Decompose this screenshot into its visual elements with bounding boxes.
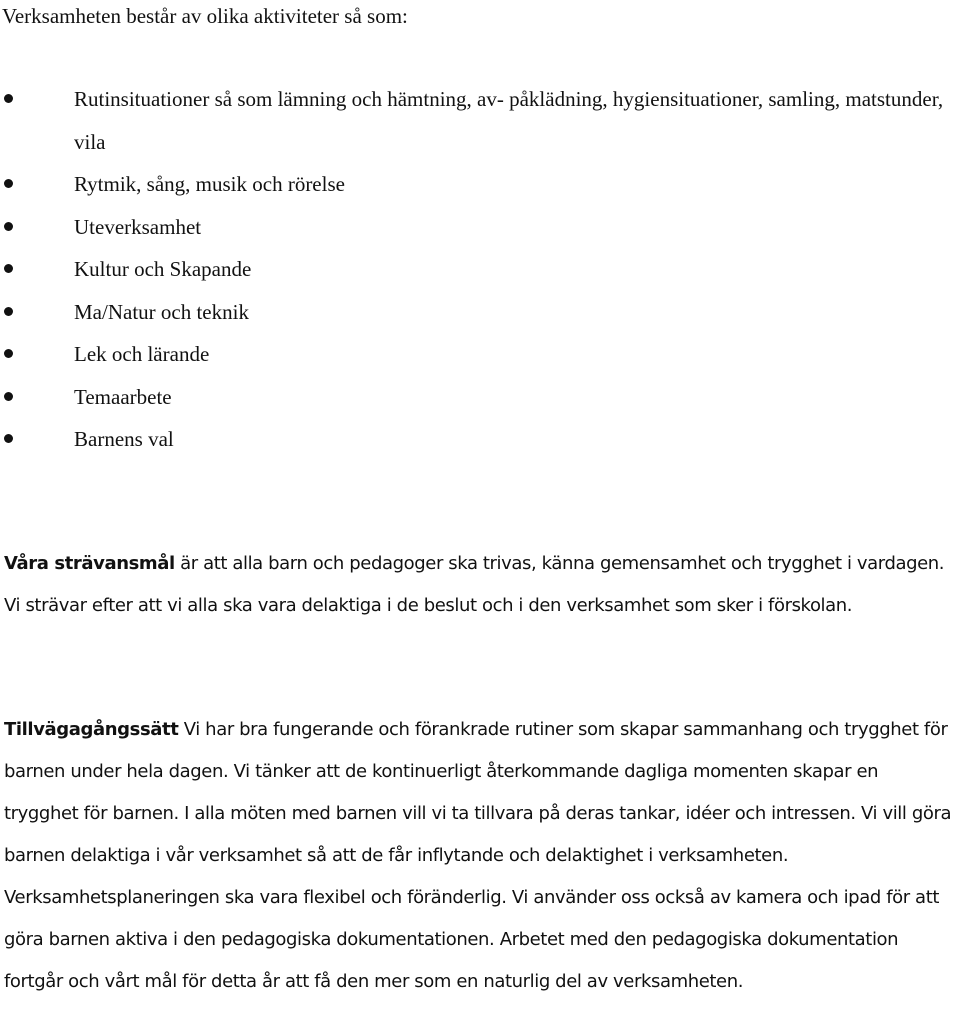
bullet-icon: [4, 434, 13, 443]
goals-heading: Våra strävansmål: [4, 553, 175, 574]
bullet-icon: [4, 179, 13, 188]
activity-item: [0, 291, 960, 334]
bullet-icon: [4, 349, 13, 358]
activity-label: Temaarbete: [74, 384, 172, 409]
activity-item: [0, 163, 960, 206]
activity-label: Uteverksamhet: [74, 214, 202, 239]
activity-label: Kultur och Skapande: [74, 257, 252, 281]
activity-label: Ma/Natur och teknik: [74, 299, 249, 324]
intro-text: Verksamheten består av olika aktiviteter så som:: [2, 4, 408, 28]
activity-label: Barnens val: [74, 427, 174, 451]
method-heading: Tillvägagångssätt: [4, 719, 179, 740]
bullet-icon: [4, 392, 13, 401]
activity-label: Lek och lärande: [74, 342, 210, 366]
activities-list: [0, 78, 960, 461]
bullet-icon: [4, 307, 13, 316]
activity-item: [0, 78, 960, 163]
activity-item: [0, 206, 960, 249]
activity-label: Rutinsituationer så som lämning och hämtning, av- påklädning, hygiensituationer, samling, matstunder, vila: [74, 87, 944, 154]
activity-item: [0, 248, 960, 291]
activity-item: [0, 376, 960, 419]
goals-paragraph: [4, 543, 956, 627]
activity-label: Rytmik, sång, musik och rörelse: [74, 172, 345, 196]
bullet-icon: [4, 264, 13, 273]
bullet-icon: [4, 222, 13, 231]
activity-item: [0, 333, 960, 376]
bullet-icon: [4, 94, 13, 103]
method-paragraph: [4, 709, 956, 1003]
activity-item: [0, 418, 960, 461]
method-text: Vi har bra fungerande och förankrade rutiner som skapar sammanhang och trygghet för barnen under hela dagen. Vi tänker att de kontinuerligt återkommande dagliga momenten skapar en trygghet för barnen. I alla möten med barnen vill vi ta tillvara på deras tankar, idéer och intressen. Vi vill göra barnen delaktiga i vår verksamhet så att de får inflytande och delaktighet i verksamheten. Verksamhetsplaneringen ska vara flexibel och föränderlig. Vi använder oss också av kamera och ipad för att göra barnen aktiva i den pedagogiska dokumentationen. Arbetet med den pedagogiska dokumentation fortgår och vårt mål för detta år att få den mer som en naturlig del av verksamheten.: [4, 719, 952, 992]
goals-text: är att alla barn och pedagoger ska trivas, känna gemensamhet och trygghet i vardagen. Vi strävar efter att vi alla ska vara delaktiga i de beslut och i den verksamhet som sker i förskolan.: [4, 553, 945, 616]
